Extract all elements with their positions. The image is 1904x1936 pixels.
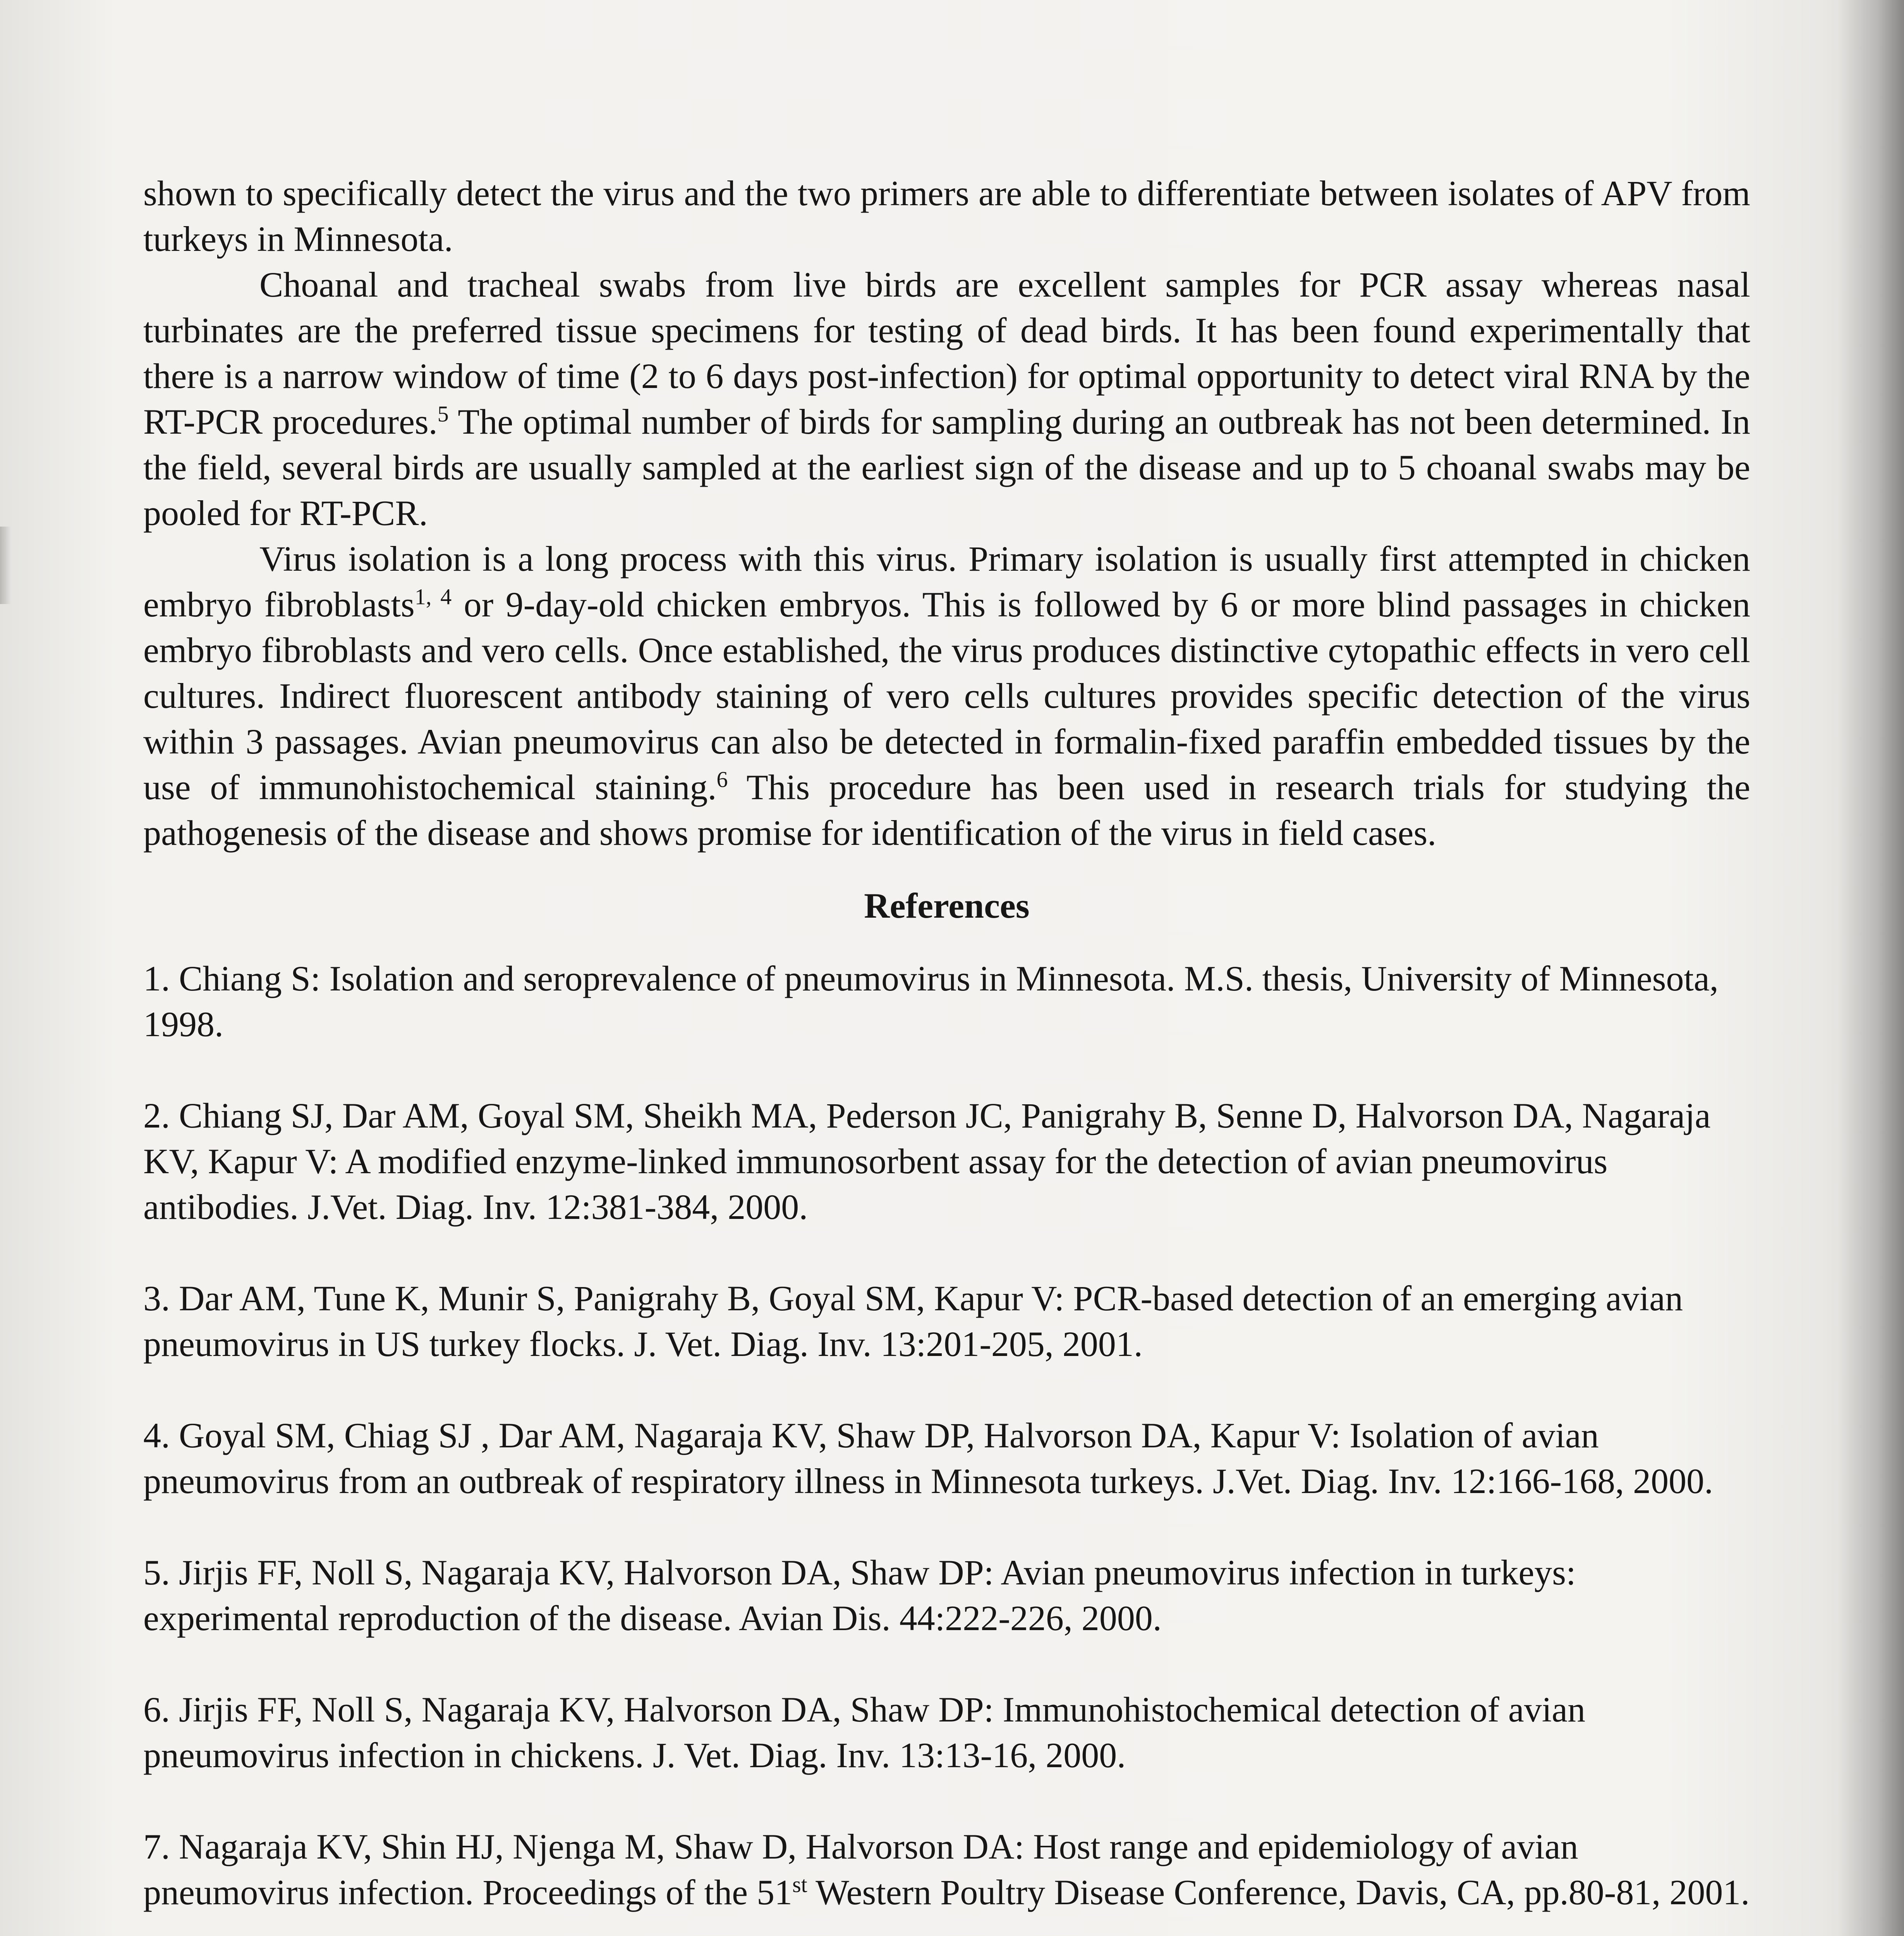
reference-list — [143, 956, 1750, 1915]
body-paragraph-3 — [143, 536, 1750, 856]
reference-7-text-a: 7. Nagaraja KV, Shin HJ, Njenga M, Shaw D, Halvorson DA: Host range and epidemiology of avian pneumovirus infection. Proceedings of the 51 — [143, 1827, 1578, 1912]
paragraph-3-text-c: This procedure has been used in research trials for studying the pathogenesis of the disease and shows promise for identification of the virus in field cases. — [143, 767, 1750, 853]
body-paragraph-2 — [143, 262, 1750, 536]
binding-mark — [0, 527, 11, 604]
paragraph-3-text-a: Virus isolation is a long process with this virus. Primary isolation is usually first attempted in chicken embryo fibroblasts — [143, 539, 1750, 624]
reference-item-5: 5. Jirjis FF, Noll S, Nagaraja KV, Halvorson DA, Shaw DP: Avian pneumovirus infection in turkeys: experimental reproduction of the disease. Avian Dis. 44:222-226, 2000. — [143, 1553, 1576, 1638]
references-heading: References — [864, 886, 1030, 925]
paragraph-2-text-a: Choanal and tracheal swabs from live birds are excellent samples for PCR assay whereas nasal turbinates are the preferred tissue specimens for testing of dead birds. It has been found experimentally that there is a narrow window of time (2 to 6 days post-infection) for optimal opportunity to detect viral RNA by the RT-PCR procedures. — [143, 265, 1750, 441]
reference-item-6: 6. Jirjis FF, Noll S, Nagaraja KV, Halvorson DA, Shaw DP: Immunohistochemical detection of avian pneumovirus infection in chickens. J. Vet. Diag. Inv. 13:13-16, 2000. — [143, 1690, 1586, 1775]
page-edge-shadow — [1838, 0, 1904, 1936]
reference-item-2: 2. Chiang SJ, Dar AM, Goyal SM, Sheikh MA, Pederson JC, Panigrahy B, Senne D, Halvorson DA, Nagaraja KV, Kapur V: A modified enzyme-linked immunosorbent assay for the detection of avian pneumovirus antibodies. J.Vet. Diag. Inv. 12:381-384, 2000. — [143, 1096, 1711, 1227]
citation-superscript-6: 6 — [716, 767, 728, 792]
reference-item-1: 1. Chiang S: Isolation and seroprevalence of pneumovirus in Minnesota. M.S. thesis, University of Minnesota, 1998. — [143, 959, 1719, 1044]
body-paragraph-1: shown to specifically detect the virus and the two primers are able to differentiate between isolates of APV from turkeys in Minnesota. — [143, 173, 1750, 259]
paragraph-2-text-b: The optimal number of birds for sampling during an outbreak has not been determined. In the field, several birds are usually sampled at the earliest sign of the disease and up to 5 choanal swabs may be pooled for RT-PCR. — [143, 402, 1750, 533]
paragraph-3-text-b: or 9-day-old chicken embryos. This is followed by 6 or more blind passages in chicken embryo fibroblasts and vero cells. Once established, the virus produces distinctive cytopathic effects in vero cell cultures. Indirect fluorescent antibody staining of vero cells cultures provides specific detection of the virus within 3 passages. Avian pneumovirus can also be detected in formalin-fixed paraffin embedded tissues by the use of immunohistochemical staining. — [143, 585, 1750, 807]
page-content — [143, 170, 1750, 1915]
citation-superscript-5: 5 — [437, 401, 449, 427]
ordinal-superscript: st — [792, 1872, 807, 1897]
citation-superscript-1-4: 1, 4 — [414, 584, 452, 609]
reference-7-text-b: Western Poultry Disease Conference, Davis, CA, pp.80-81, 2001. — [807, 1872, 1750, 1912]
reference-item-3: 3. Dar AM, Tune K, Munir S, Panigrahy B, Goyal SM, Kapur V: PCR-based detection of an emerging avian pneumovirus in US turkey flocks. J. Vet. Diag. Inv. 13:201-205, 2001. — [143, 1279, 1683, 1364]
reference-item-4: 4. Goyal SM, Chiag SJ , Dar AM, Nagaraja KV, Shaw DP, Halvorson DA, Kapur V: Isolation of avian pneumovirus from an outbreak of respiratory illness in Minnesota turkeys. J.Vet. Diag. Inv. 12:166-168, 2000. — [143, 1416, 1713, 1501]
reference-item-7 — [143, 1824, 1750, 1915]
